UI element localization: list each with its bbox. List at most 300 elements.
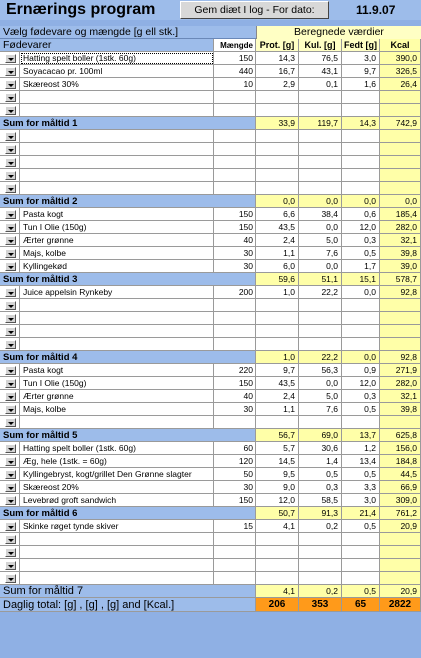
food-name[interactable] [20, 156, 214, 169]
amount-input[interactable] [214, 299, 256, 312]
kcal-value [380, 546, 421, 559]
title-bar [0, 0, 421, 20]
food-name[interactable]: Tun I Olie (150g) [20, 377, 214, 390]
meal-sum-label: Sum for måltid 6 [0, 507, 256, 520]
carbs-value: 56,3 [299, 364, 342, 377]
dropdown-arrow-icon[interactable] [5, 106, 16, 115]
dropdown-arrow-icon[interactable] [5, 418, 16, 427]
dropdown-arrow-icon[interactable] [5, 366, 16, 375]
carbs-value [299, 416, 342, 429]
dropdown-arrow-icon[interactable] [5, 158, 16, 167]
carbs-value [299, 533, 342, 546]
carbs-value [299, 91, 342, 104]
table-row [0, 286, 421, 299]
carbs-value: 43,1 [299, 65, 342, 78]
food-select-cell [0, 208, 20, 221]
fat-value: 1,6 [342, 78, 380, 91]
kcal-value [380, 533, 421, 546]
food-name[interactable] [20, 312, 214, 325]
table-row [0, 52, 421, 65]
food-name[interactable]: Hatting spelt boller (1stk. 60g) [20, 442, 214, 455]
food-select-cell [0, 468, 20, 481]
protein-value [256, 533, 299, 546]
food-name[interactable]: Skinke røget tynde skiver [20, 520, 214, 533]
protein-value: 6,0 [256, 260, 299, 273]
protein-value [256, 104, 299, 117]
protein-value [256, 156, 299, 169]
protein-value [256, 182, 299, 195]
table-row [0, 442, 421, 455]
food-name[interactable] [20, 559, 214, 572]
dropdown-arrow-icon[interactable] [5, 93, 16, 102]
fat-value: 9,7 [342, 65, 380, 78]
col-header-food: Fødevarer [0, 39, 214, 52]
food-select-cell [0, 403, 20, 416]
fat-value [342, 299, 380, 312]
food-select-cell [0, 52, 20, 65]
kcal-value: 66,9 [380, 481, 421, 494]
amount-input[interactable]: 60 [214, 442, 256, 455]
total-kcal: 2822 [380, 598, 421, 612]
amount-input[interactable] [214, 312, 256, 325]
food-name[interactable] [20, 91, 214, 104]
dropdown-arrow-icon[interactable] [5, 210, 16, 219]
food-select-cell [0, 572, 20, 585]
food-select-cell [0, 533, 20, 546]
kcal-value [380, 143, 421, 156]
sum-carbs: 51,1 [299, 273, 342, 286]
fat-value: 12,0 [342, 221, 380, 234]
food-select-cell [0, 65, 20, 78]
table-row [0, 468, 421, 481]
carbs-value: 5,0 [299, 234, 342, 247]
protein-value [256, 572, 299, 585]
sum-protein: 50,7 [256, 507, 299, 520]
protein-value: 5,7 [256, 442, 299, 455]
amount-input[interactable]: 30 [214, 481, 256, 494]
kcal-value [380, 416, 421, 429]
kcal-value: 92,8 [380, 286, 421, 299]
food-name[interactable]: Tun I Olie (150g) [20, 221, 214, 234]
food-select-cell [0, 338, 20, 351]
amount-input[interactable] [214, 572, 256, 585]
sum-fat: 0,5 [342, 585, 380, 598]
amount-input[interactable] [214, 104, 256, 117]
fat-value [342, 130, 380, 143]
protein-value [256, 338, 299, 351]
meal-sum-row [0, 273, 421, 286]
food-select-cell [0, 260, 20, 273]
carbs-value: 0,3 [299, 481, 342, 494]
food-name[interactable]: Hatting spelt boller (1stk. 60g) [20, 52, 214, 65]
sum-fat: 13,7 [342, 429, 380, 442]
sum-kcal: 92,8 [380, 351, 421, 364]
food-select-cell [0, 312, 20, 325]
protein-value [256, 325, 299, 338]
amount-input[interactable] [214, 169, 256, 182]
food-select-cell [0, 364, 20, 377]
protein-value: 9,5 [256, 468, 299, 481]
amount-input[interactable] [214, 143, 256, 156]
carbs-value [299, 325, 342, 338]
carbs-value: 0,2 [299, 520, 342, 533]
amount-input[interactable]: 150 [214, 221, 256, 234]
carbs-value [299, 104, 342, 117]
col-header-carbs: Kul. [g] [299, 39, 342, 52]
fat-value: 0,5 [342, 520, 380, 533]
food-select-cell [0, 299, 20, 312]
fat-value [342, 104, 380, 117]
protein-value [256, 143, 299, 156]
amount-input[interactable] [214, 156, 256, 169]
fat-value: 0,6 [342, 208, 380, 221]
table-row [0, 234, 421, 247]
fat-value: 0,9 [342, 364, 380, 377]
sum-kcal: 0,0 [380, 195, 421, 208]
kcal-value: 282,0 [380, 221, 421, 234]
sum-carbs: 119,7 [299, 117, 342, 130]
food-select-cell [0, 390, 20, 403]
amount-input[interactable]: 150 [214, 208, 256, 221]
food-name[interactable]: Skæreost 20% [20, 481, 214, 494]
carbs-value: 0,0 [299, 377, 342, 390]
sum-protein: 56,7 [256, 429, 299, 442]
meal-sum-row [0, 195, 421, 208]
amount-input[interactable]: 220 [214, 364, 256, 377]
table-row [0, 572, 421, 585]
amount-input[interactable]: 200 [214, 286, 256, 299]
table-row [0, 559, 421, 572]
table-row [0, 260, 421, 273]
food-name[interactable]: Pasta kogt [20, 364, 214, 377]
total-carbs: 353 [299, 598, 342, 612]
carbs-value: 22,2 [299, 286, 342, 299]
total-fat: 65 [342, 598, 380, 612]
table-row [0, 312, 421, 325]
col-header-fat: Fedt [g] [342, 39, 380, 52]
food-name[interactable]: Ærter grønne [20, 390, 214, 403]
amount-input[interactable]: 150 [214, 52, 256, 65]
amount-input[interactable] [214, 130, 256, 143]
fat-value: 1,7 [342, 260, 380, 273]
save-diet-log-button[interactable]: Gem diæt I log - For dato: [180, 1, 329, 19]
food-name[interactable] [20, 143, 214, 156]
dropdown-arrow-icon[interactable] [5, 574, 16, 583]
amount-input[interactable]: 30 [214, 403, 256, 416]
kcal-value: 326,5 [380, 65, 421, 78]
food-select-cell [0, 182, 20, 195]
dropdown-arrow-icon[interactable] [5, 301, 16, 310]
col-header-kcal: Kcal [380, 39, 421, 52]
amount-input[interactable] [214, 533, 256, 546]
protein-value: 2,9 [256, 78, 299, 91]
dropdown-arrow-icon[interactable] [5, 483, 16, 492]
carbs-value [299, 312, 342, 325]
kcal-value: 390,0 [380, 52, 421, 65]
table-row [0, 299, 421, 312]
protein-value [256, 546, 299, 559]
meal-sum-label: Sum for måltid 7 [0, 585, 256, 598]
amount-input[interactable]: 150 [214, 494, 256, 507]
dropdown-arrow-icon[interactable] [5, 288, 16, 297]
carbs-value: 76,5 [299, 52, 342, 65]
table-row [0, 416, 421, 429]
sum-carbs: 0,2 [299, 585, 342, 598]
dropdown-arrow-icon[interactable] [5, 522, 16, 531]
food-name[interactable] [20, 533, 214, 546]
carbs-value: 0,0 [299, 221, 342, 234]
dropdown-arrow-icon[interactable] [5, 145, 16, 154]
food-name[interactable]: Skæreost 30% [20, 78, 214, 91]
sum-carbs: 91,3 [299, 507, 342, 520]
kcal-value: 32,1 [380, 234, 421, 247]
food-select-cell [0, 442, 20, 455]
fat-value [342, 91, 380, 104]
amount-input[interactable]: 40 [214, 234, 256, 247]
protein-value: 9,7 [256, 364, 299, 377]
dropdown-arrow-icon[interactable] [5, 405, 16, 414]
table-row [0, 182, 421, 195]
protein-value [256, 91, 299, 104]
meal-sum-label: Sum for måltid 4 [0, 351, 256, 364]
carbs-value: 5,0 [299, 390, 342, 403]
amount-input[interactable] [214, 416, 256, 429]
food-name[interactable] [20, 546, 214, 559]
food-select-cell [0, 416, 20, 429]
kcal-value [380, 312, 421, 325]
fat-value: 0,5 [342, 403, 380, 416]
amount-input[interactable]: 40 [214, 390, 256, 403]
table-row [0, 104, 421, 117]
fat-value: 13,4 [342, 455, 380, 468]
amount-input[interactable]: 30 [214, 247, 256, 260]
amount-input[interactable]: 150 [214, 377, 256, 390]
col-header-protein: Prot. [g] [256, 39, 299, 52]
dropdown-arrow-icon[interactable] [5, 340, 16, 349]
food-name[interactable]: Majs, kolbe [20, 403, 214, 416]
kcal-value [380, 104, 421, 117]
sum-kcal: 625,8 [380, 429, 421, 442]
carbs-value: 30,6 [299, 442, 342, 455]
table-row [0, 403, 421, 416]
sum-kcal: 578,7 [380, 273, 421, 286]
fat-value [342, 143, 380, 156]
dropdown-arrow-icon[interactable] [5, 535, 16, 544]
column-header-row [0, 39, 421, 52]
dropdown-arrow-icon[interactable] [5, 561, 16, 570]
fat-value: 0,5 [342, 468, 380, 481]
amount-input[interactable]: 50 [214, 468, 256, 481]
food-select-cell [0, 559, 20, 572]
amount-input[interactable]: 440 [214, 65, 256, 78]
table-row [0, 481, 421, 494]
protein-value: 4,1 [256, 520, 299, 533]
food-name[interactable] [20, 130, 214, 143]
kcal-value: 282,0 [380, 377, 421, 390]
dropdown-arrow-icon[interactable] [5, 457, 16, 466]
food-name[interactable]: Levebrød groft sandwich [20, 494, 214, 507]
food-select-cell [0, 494, 20, 507]
log-date[interactable]: 11.9.07 [356, 3, 396, 17]
food-name[interactable] [20, 325, 214, 338]
food-select-cell [0, 247, 20, 260]
food-name[interactable]: Juice appelsin Rynkeby [20, 286, 214, 299]
fat-value: 3,0 [342, 52, 380, 65]
dropdown-arrow-icon[interactable] [5, 496, 16, 505]
protein-value: 43,5 [256, 377, 299, 390]
meal-sum-row [0, 117, 421, 130]
sum-protein: 1,0 [256, 351, 299, 364]
kcal-value [380, 91, 421, 104]
kcal-value: 309,0 [380, 494, 421, 507]
food-name[interactable]: Majs, kolbe [20, 247, 214, 260]
carbs-value: 0,1 [299, 78, 342, 91]
food-name[interactable]: Ærter grønne [20, 234, 214, 247]
dropdown-arrow-icon[interactable] [5, 223, 16, 232]
fat-value [342, 572, 380, 585]
table-row [0, 208, 421, 221]
fat-value: 0,3 [342, 390, 380, 403]
food-select-cell [0, 234, 20, 247]
amount-input[interactable]: 120 [214, 455, 256, 468]
sum-kcal: 761,2 [380, 507, 421, 520]
page-title: Ernærings program [6, 1, 156, 18]
table-row [0, 247, 421, 260]
food-name[interactable] [20, 338, 214, 351]
amount-input[interactable]: 30 [214, 260, 256, 273]
carbs-value [299, 169, 342, 182]
table-row [0, 455, 421, 468]
kcal-value: 39,8 [380, 403, 421, 416]
carbs-value: 0,0 [299, 260, 342, 273]
total-protein: 206 [256, 598, 299, 612]
food-select-cell [0, 455, 20, 468]
dropdown-arrow-icon[interactable] [5, 327, 16, 336]
col-header-amount: Mængde [214, 39, 256, 52]
food-name[interactable] [20, 416, 214, 429]
fat-value [342, 169, 380, 182]
table-row [0, 156, 421, 169]
table-row [0, 78, 421, 91]
table-row [0, 546, 421, 559]
table-row [0, 221, 421, 234]
food-name[interactable]: Æg, hele (1stk. = 60g) [20, 455, 214, 468]
carbs-value [299, 559, 342, 572]
sum-protein: 4,1 [256, 585, 299, 598]
kcal-value: 184,8 [380, 455, 421, 468]
amount-input[interactable] [214, 325, 256, 338]
table-row [0, 91, 421, 104]
dropdown-arrow-icon[interactable] [5, 80, 16, 89]
dropdown-arrow-icon[interactable] [5, 548, 16, 557]
food-name[interactable]: Soyacacao pr. 100ml [20, 65, 214, 78]
dropdown-arrow-icon[interactable] [5, 249, 16, 258]
kcal-value: 26,4 [380, 78, 421, 91]
carbs-value [299, 156, 342, 169]
food-select-cell [0, 130, 20, 143]
kcal-value [380, 572, 421, 585]
dropdown-arrow-icon[interactable] [5, 171, 16, 180]
table-row [0, 390, 421, 403]
kcal-value [380, 169, 421, 182]
dropdown-arrow-icon[interactable] [5, 184, 16, 193]
food-name[interactable] [20, 104, 214, 117]
food-name[interactable]: Pasta kogt [20, 208, 214, 221]
meal-sum-row [0, 351, 421, 364]
dropdown-arrow-icon[interactable] [5, 236, 16, 245]
sum-protein: 59,6 [256, 273, 299, 286]
amount-input[interactable] [214, 546, 256, 559]
dropdown-arrow-icon[interactable] [5, 444, 16, 453]
fat-value [342, 338, 380, 351]
food-select-cell [0, 104, 20, 117]
amount-input[interactable]: 10 [214, 78, 256, 91]
dropdown-arrow-icon[interactable] [5, 67, 16, 76]
meal-sum-label: Sum for måltid 2 [0, 195, 256, 208]
food-name[interactable]: Kyllingekød [20, 260, 214, 273]
protein-value: 1,1 [256, 247, 299, 260]
table-row [0, 130, 421, 143]
meal-sum-row [0, 585, 421, 598]
dropdown-arrow-icon[interactable] [5, 262, 16, 271]
amount-input[interactable] [214, 338, 256, 351]
amount-input[interactable]: 15 [214, 520, 256, 533]
fat-value: 12,0 [342, 377, 380, 390]
amount-input[interactable] [214, 91, 256, 104]
table-row [0, 533, 421, 546]
food-select-cell [0, 143, 20, 156]
protein-value [256, 299, 299, 312]
sum-carbs: 69,0 [299, 429, 342, 442]
dropdown-arrow-icon[interactable] [5, 54, 16, 63]
protein-value: 16,7 [256, 65, 299, 78]
food-select-cell [0, 286, 20, 299]
protein-value [256, 312, 299, 325]
kcal-value: 44,5 [380, 468, 421, 481]
dropdown-arrow-icon[interactable] [5, 392, 16, 401]
carbs-value: 38,4 [299, 208, 342, 221]
fat-value: 3,3 [342, 481, 380, 494]
food-select-cell [0, 221, 20, 234]
food-name[interactable] [20, 572, 214, 585]
fat-value [342, 416, 380, 429]
kcal-value [380, 156, 421, 169]
food-name[interactable]: Kyllingebryst, kogt/grillet Den Grønne slagter [20, 468, 214, 481]
dropdown-arrow-icon[interactable] [5, 470, 16, 479]
protein-value: 14,5 [256, 455, 299, 468]
food-select-cell [0, 520, 20, 533]
food-select-cell [0, 156, 20, 169]
kcal-value [380, 182, 421, 195]
food-name[interactable] [20, 169, 214, 182]
dropdown-arrow-icon[interactable] [5, 132, 16, 141]
food-select-cell [0, 78, 20, 91]
dropdown-arrow-icon[interactable] [5, 314, 16, 323]
protein-value [256, 559, 299, 572]
amount-input[interactable] [214, 182, 256, 195]
amount-input[interactable] [214, 559, 256, 572]
table-row [0, 338, 421, 351]
food-name[interactable] [20, 299, 214, 312]
protein-value [256, 130, 299, 143]
carbs-value [299, 182, 342, 195]
protein-value: 2,4 [256, 234, 299, 247]
protein-value: 14,3 [256, 52, 299, 65]
sum-protein: 0,0 [256, 195, 299, 208]
carbs-value: 7,6 [299, 403, 342, 416]
food-name[interactable] [20, 182, 214, 195]
dropdown-arrow-icon[interactable] [5, 379, 16, 388]
